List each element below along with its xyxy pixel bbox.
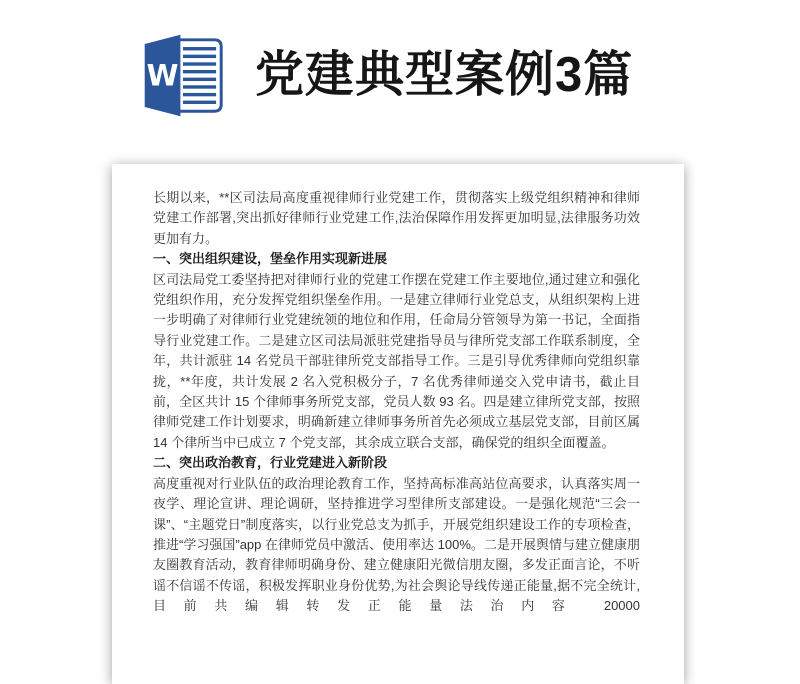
word-file-icon — [143, 33, 228, 118]
word-icon-letter: W — [146, 58, 179, 93]
doc-paragraph: 高度重视对行业队伍的政治理论教育工作，坚持高标准高站位高要求，认真落实周一夜学、理论宣讲、理论调研，坚持推进学习型律所支部建设。一是强化规范“三会一课”、“主题党日”制度落实，以行业党总支为抓手，开展党组织建设工作的专项检查，推进“学习强国”app 在律师党员中激活、使用率达 100%。二是开展舆情与建立健康朋友圈教育活动，教育律师明确身份、建立健康阳光微信朋友圈，多发正面言论，不听谣不信谣不传谣，积极发挥职业身份优势,为社会舆论导线传递正能量,据不完全统计,目前共编辑转发正能量法治内容 20000 — [153, 475, 640, 614]
word-icon-sheet — [175, 40, 221, 111]
doc-paragraph: 区司法局党工委坚持把对律师行业的党建工作摆在党建工作主要地位,通过建立和强化党组织作用，充分发挥党组织堡垒作用。一是建立律师行业党总支，从组织架构上进一步明确了对律师行业党建统领的地位和作用，任命局分管领导为第一书记，全面指导行业党建工作。二是建立区司法局派驻党建指导员与律所党支部工作联系制度，全年，共计派驻 14 名党员干部驻律所党支部指导工作。三是引导优秀律师向党组织靠拢，**年度，共计发展 2 名入党积极分子，7 名优秀律师递交入党申请书，截止目前，全区共计 15 个律师事务所党支部，党员人数 93 名。四是建立律所党支部，按照律师党建工作计划要求，明确新建立律师事务所首先必须成立基层党支部，目前区属 14 个律所当中已成立 7 个党支部，其余成立联合支部，确保党的组织全面覆盖。 — [153, 271, 640, 450]
doc-paragraph: 长期以来，**区司法局高度重视律师行业党建工作，贯彻落实上级党组织精神和律师党建工作部署,突出抓好律师行业党建工作,法治保障作用发挥更加明显,法律服务功效更加有力。 — [153, 190, 640, 246]
document-page — [112, 164, 684, 684]
doc-section-heading: 一、突出组织建设，堡垒作用实现新进展 — [153, 251, 388, 267]
page-title: 党建典型案例3篇 — [255, 48, 634, 102]
doc-section-heading: 二、突出政治教育，行业党建进入新阶段 — [153, 455, 388, 471]
document-header — [143, 33, 633, 118]
